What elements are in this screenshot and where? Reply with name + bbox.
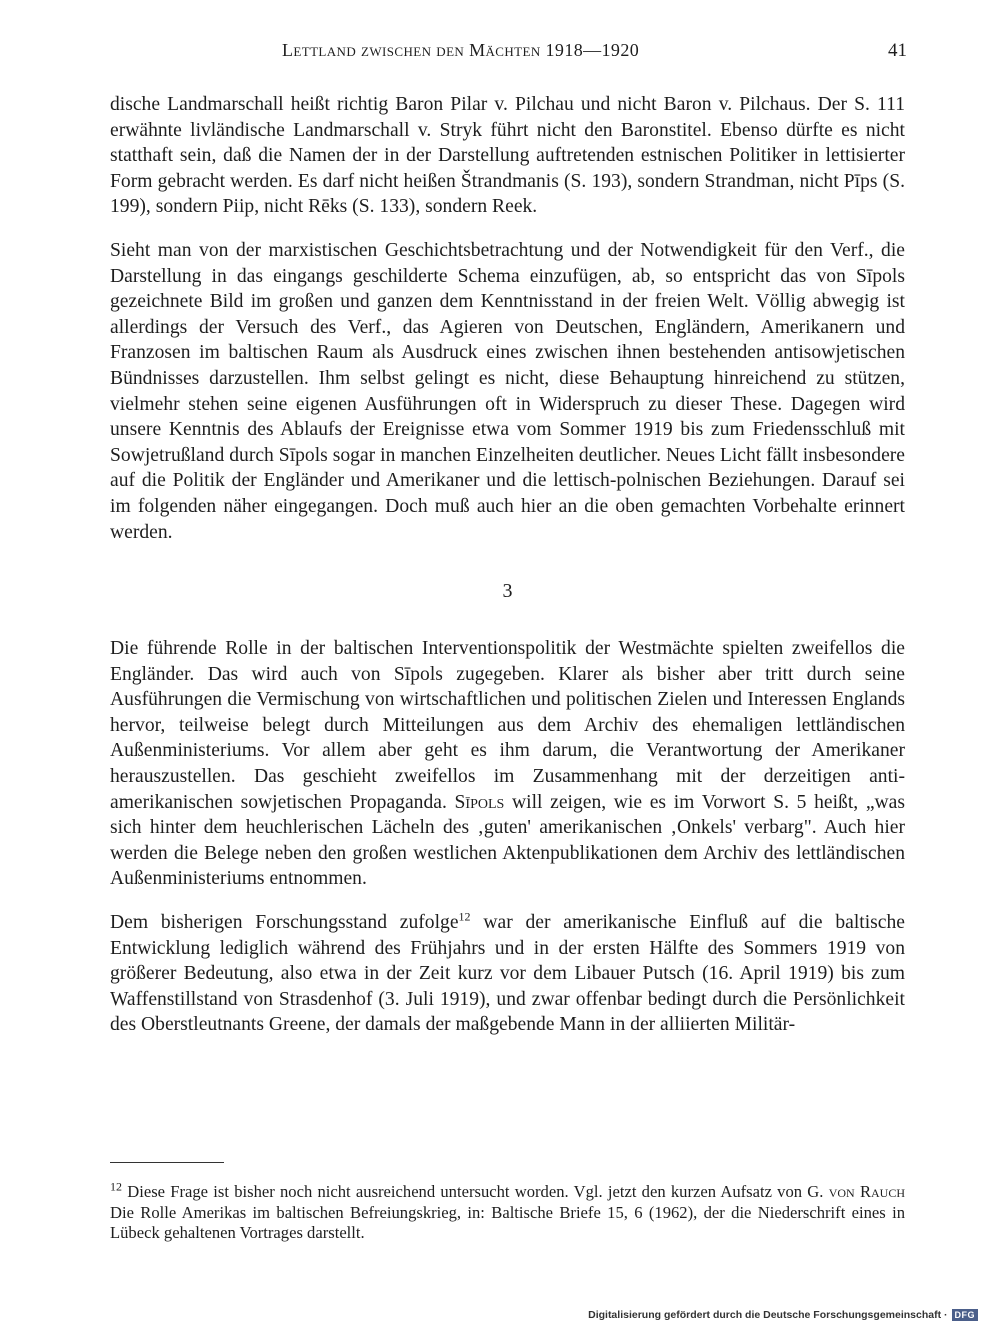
paragraph-3-text-b: will zeigen, wie es im Vorwort S. 5 heißt, „was sich hinter dem heuchlerischen Lächeln des ‚guten' amerikanischen ‚Onkels' verbarg". Auch hier werden die Belege neben den großen westlichen Aktenpublikationen dem Archiv des lettländischen Außenministeriums entnommen.	[110, 791, 906, 890]
paragraph-4	[110, 910, 905, 1038]
paragraph-4-text-a: Dem bisherigen Forschungsstand zufolge	[110, 912, 459, 934]
author-name-smallcaps: Sīpols	[454, 791, 505, 813]
footnotes	[110, 1179, 906, 1244]
running-header	[92, 40, 907, 70]
footnote-author: von Rauch	[828, 1182, 906, 1201]
paragraph-3	[110, 636, 905, 892]
paragraph-3-text-a: Die führende Rolle in der baltischen Interventionspolitik der Westmächte spielten zweifellos die Engländer. Das wird auch von Sīpols zugegeben. Klarer als bisher aber tritt durch seine Ausführungen die Vermischung von wirtschaftlichen und politischen Zielen und Interessen Englands hervor, teilweise belegt durch Mitteilungen aus dem Archiv des ehemaligen lettländischen Außenministeriums. Vor allem aber geht es ihm darum, die Verantwortung der Amerikaner herauszustellen. Das geschieht zweifellos im Zusammenhang mit der derzeitigen anti-amerikanischen sowjetischen Propaganda.	[110, 638, 905, 813]
section-number: 3	[502, 580, 513, 603]
paragraph-4-text-b: war der amerikanische Einfluß auf die baltische Entwicklung lediglich während des Frühjahrs und in der ersten Hälfte des Sommers 1919 von größerer Bedeutung, also etwa in der Zeit kurz vor dem Libauer Putsch (16. April 1919) bis zum Waffenstillstand von Strasdenhof (3. Juli 1919), und zwar offenbar bedingt durch die Persönlichkeit des Oberstleutnants Greene, der damals der maßgebende Mann in der alliierten Militär-	[110, 912, 905, 1036]
credit-text: Digitalisierung gefördert durch die Deutsche Forschungsgemeinschaft ·	[588, 1309, 948, 1321]
footnote-reference[interactable]: 12	[458, 909, 471, 924]
footnote-12	[110, 1179, 906, 1244]
footnote-divider	[110, 1162, 224, 1163]
footnote-text-a: Diese Frage ist bisher noch nicht ausreichend untersucht worden. Vgl. jetzt den kurzen Aufsatz von G.	[127, 1182, 824, 1201]
main-text	[110, 92, 905, 1038]
digitization-credit	[588, 1309, 978, 1321]
footnote-text-b: Die Rolle Amerikas im baltischen Befreiungskrieg, in: Baltische Briefe 15, 6 (1962), der die Niederschrift eines in Lübeck gehaltenen Vortrages darstellt.	[110, 1202, 905, 1242]
paragraph-1: dische Landmarschall heißt richtig Baron Pilar v. Pilchau und nicht Baron v. Pilchaus. Der S. 111 erwähnte livländische Landmarschall v. Stryk führt nicht den Baronstitel. Ebenso dürfte es nicht statthaft sein, daß die Namen der in der Darstellung auftretenden estnischen Politiker in lettisierter Form gebracht werden. Es darf nicht heißen Štrandmanis (S. 193), sondern Strandman, nicht Pīps (S. 199), sondern Piip, nicht Rēks (S. 133), sondern Reek.	[110, 94, 905, 218]
page-number: 41	[888, 40, 907, 61]
running-title: Lettland zwischen den Mächten 1918—1920	[282, 40, 640, 60]
dfg-logo-icon: DFG	[952, 1309, 979, 1321]
paragraph-2: Sieht man von der marxistischen Geschichtsbetrachtung und der Notwendigkeit für den Verf., die Darstellung in das eingangs geschilderte Schema einzufügen, ab, so entspricht das von Sīpols gezeichnete Bild im großen und ganzen dem Kenntnisstand in der freien Welt. Völlig abwegig ist allerdings der Versuch des Verf., das Agieren von Deutschen, Engländern, Amerikanern und Franzosen im baltischen Raum als Ausdruck eines zwischen ihnen bestehenden antisowjetischen Bündnisses darzustellen. Ihm selbst gelingt es nicht, diese Behauptung hinreichend zu stützen, vielmehr stehen seine eigenen Ausführungen oft in Widerspruch zu dieser These. Dagegen wird unsere Kenntnis des Ablaufs der Ereignisse etwa vom Sommer 1919 bis zum Friedensschluß mit Sowjetrußland durch Sīpols sogar in manchen Einzelheiten deutlicher. Neues Licht fällt insbesondere auf die Politik der Engländer und Amerikaner und die lettisch-polnischen Beziehungen. Darauf sei im folgenden näher eingegangen. Doch muß auch hier an die oben gemachten Vorbehalte erinnert werden.	[110, 239, 905, 543]
footnote-number: 12	[110, 1179, 122, 1194]
